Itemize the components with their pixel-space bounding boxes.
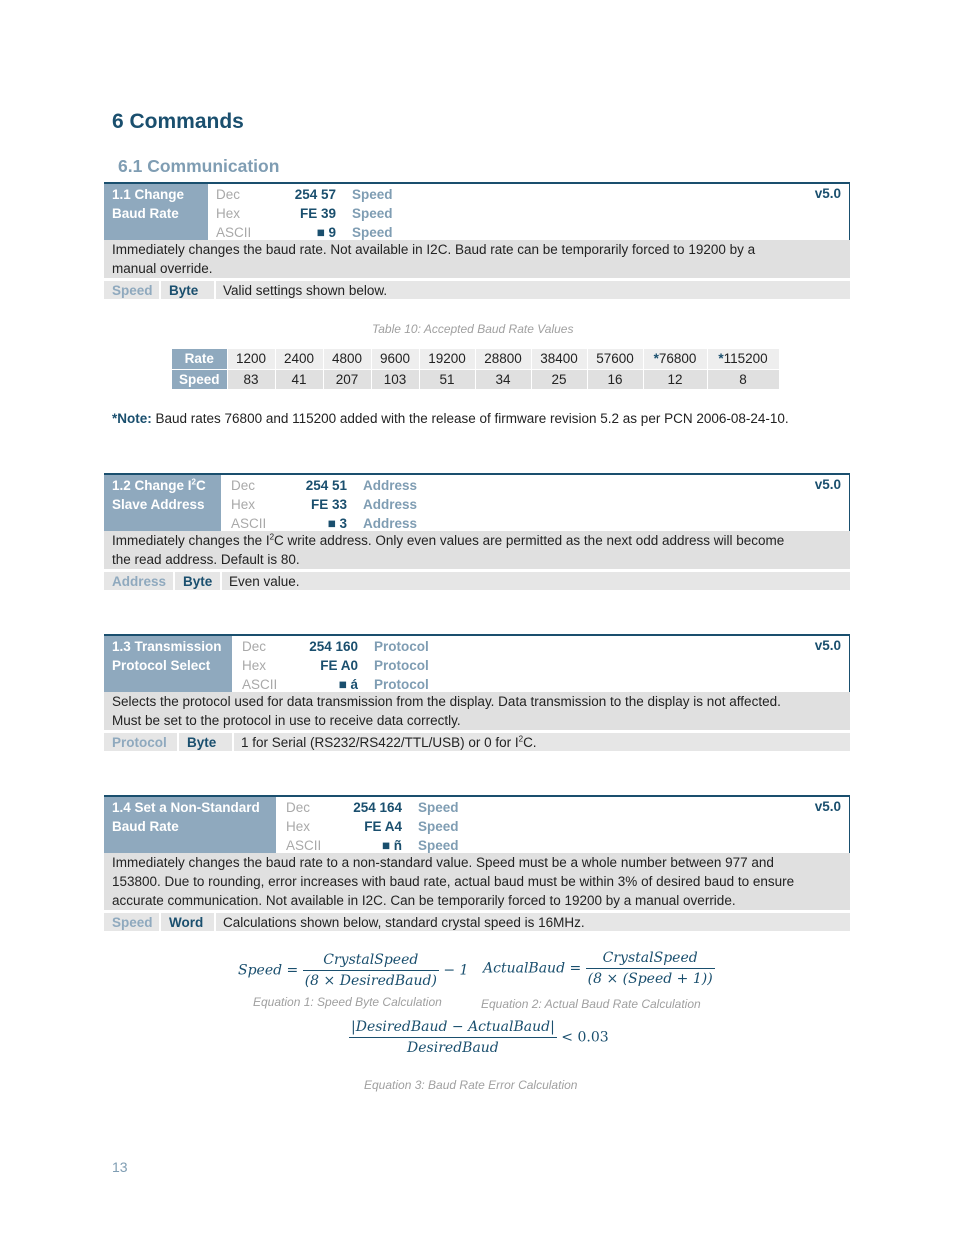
param-name: Protocol xyxy=(374,677,429,692)
hex-value: FE A4 xyxy=(364,819,402,834)
command-header xyxy=(104,473,850,531)
parameter-row xyxy=(104,280,850,299)
speed-row xyxy=(172,369,779,389)
speed-header: Speed xyxy=(172,369,227,389)
dec-label: Dec xyxy=(216,187,241,202)
parameter-name: Speed xyxy=(104,281,161,299)
param-name: Protocol xyxy=(374,639,429,654)
note-text: Baud rates 76800 and 115200 added with the release of firmware revision 5.2 as per PCN 2006-08-24-10. xyxy=(151,411,789,426)
table-cell: 16 xyxy=(587,369,643,389)
command-block-transmission-protocol xyxy=(104,634,850,751)
table-cell: *115200 xyxy=(707,349,779,369)
table-cell: 25 xyxy=(531,369,587,389)
hex-value: FE A0 xyxy=(320,658,358,673)
hex-label: Hex xyxy=(286,819,311,834)
ascii-label: ASCII xyxy=(231,516,267,531)
command-title: 1.2 Change $I^2C$ Slave Address xyxy=(104,475,221,531)
parameter-type: Byte xyxy=(175,572,222,590)
command-header xyxy=(104,634,850,692)
parameter-row xyxy=(104,571,850,590)
table-cell: 103 xyxy=(371,369,419,389)
hex-label: Hex xyxy=(242,658,267,673)
command-title: 1.4 Set a Non-Standard Baud Rate xyxy=(104,797,276,853)
table-cell: *76800 xyxy=(643,349,707,369)
table-cell: 9600 xyxy=(371,349,419,369)
param-name: Speed xyxy=(418,819,459,834)
command-block-change-i2c-address xyxy=(104,473,850,590)
ascii-value: ■ ñ xyxy=(381,838,402,853)
version-label: v5.0 xyxy=(814,477,841,492)
ascii-label: ASCII xyxy=(286,838,322,853)
equation-1-caption: Equation 1: Speed Byte Calculation xyxy=(253,995,442,1009)
dec-value: 254 160 xyxy=(309,639,358,654)
dec-value: 254 51 xyxy=(305,478,347,493)
parameter-name: Address xyxy=(104,572,175,590)
command-description: Immediately changes the baud rate to a non-standard value. Speed must be a whole number between 977 and 153800. Due to rounding, error increases with baud rate, actual baud must be within 3% of desired baud to ensure accurate communication. Not available in I2C. Can be temporarily forced to 19200 by a manual override. xyxy=(104,853,850,910)
table-cell: 34 xyxy=(475,369,531,389)
equation-speed-byte: Speed = $\frac{\text{CrystalSpeed}}{\text{(8 × DesiredBaud)}}$ − 1 xyxy=(238,952,469,989)
param-name: Speed xyxy=(418,800,459,815)
equation-baud-error: $\frac{\text{|DesiredBaud − ActualBaud|}}{\text{DesiredBaud}}$ < 0.03 xyxy=(351,1019,609,1056)
parameter-type: Word xyxy=(161,913,216,931)
param-name: Speed xyxy=(352,206,393,221)
hex-value: FE 39 xyxy=(299,206,336,221)
version-label: v5.0 xyxy=(814,638,841,653)
subsection-heading: 6.1 Communication xyxy=(118,156,280,176)
ascii-value: ■ á xyxy=(338,677,358,692)
command-description: Immediately changes the baud rate. Not available in I2C. Baud rate can be temporarily forced to 19200 by a manual override. xyxy=(104,240,850,278)
parameter-type: Byte xyxy=(179,733,234,751)
baud-rate-table xyxy=(172,349,780,389)
table-cell: 41 xyxy=(275,369,323,389)
parameter-description: 1 for Serial (RS232/RS422/TTL/USB) or 0 for $I^2C$. xyxy=(241,734,537,750)
table-caption: Table 10: Accepted Baud Rate Values xyxy=(372,322,574,336)
command-description: Immediately changes the $I^2C$ write address. Only even values are permitted as the next odd address will become the read address. Default is 80. xyxy=(104,531,850,569)
parameter-description: Valid settings shown below. xyxy=(223,283,388,298)
version-label: v5.0 xyxy=(814,799,841,814)
parameter-row xyxy=(104,912,850,931)
dec-label: Dec xyxy=(231,478,256,493)
rate-header: Rate xyxy=(172,349,227,369)
asterisk: * xyxy=(718,351,724,367)
table-cell: 2400 xyxy=(275,349,323,369)
command-block-change-baud-rate xyxy=(104,182,850,299)
parameter-name: Protocol xyxy=(104,733,179,751)
rate-row xyxy=(172,349,779,369)
dec-value: 254 164 xyxy=(353,800,402,815)
param-name: Address xyxy=(363,478,418,493)
table-cell: 207 xyxy=(323,369,371,389)
equation-actual-baud: ActualBaud = $\frac{\text{CrystalSpeed}}{\text{(8 × (Speed + 1))}}$ xyxy=(483,950,713,987)
table-cell: 57600 xyxy=(587,349,643,369)
param-name: Speed xyxy=(418,838,459,853)
ascii-value: ■ 9 xyxy=(316,225,336,240)
table-cell: 4800 xyxy=(323,349,371,369)
command-header xyxy=(104,182,850,240)
command-header xyxy=(104,795,850,853)
param-name: Speed xyxy=(352,187,393,202)
asterisk: * xyxy=(653,351,659,367)
ascii-label: ASCII xyxy=(216,225,252,240)
parameter-name: Speed xyxy=(104,913,161,931)
param-name: Protocol xyxy=(374,658,429,673)
page-number: 13 xyxy=(112,1159,128,1175)
hex-value: FE 33 xyxy=(310,497,347,512)
table-cell: 12 xyxy=(643,369,707,389)
dec-value: 254 57 xyxy=(294,187,336,202)
table-cell: 28800 xyxy=(475,349,531,369)
table-cell: 38400 xyxy=(531,349,587,369)
section-heading: 6 Commands xyxy=(112,110,244,133)
parameter-row xyxy=(104,732,850,751)
table-cell: 1200 xyxy=(227,349,275,369)
command-title: 1.1 Change Baud Rate xyxy=(104,184,208,240)
table-cell: 83 xyxy=(227,369,275,389)
table-cell: 19200 xyxy=(419,349,475,369)
table-cell: 8 xyxy=(707,369,779,389)
command-block-non-standard-baud xyxy=(104,795,850,931)
ascii-label: ASCII xyxy=(242,677,278,692)
parameter-type: Byte xyxy=(161,281,216,299)
parameter-description: Calculations shown below, standard crystal speed is 16MHz. xyxy=(223,915,585,930)
note xyxy=(112,411,789,426)
version-label: v5.0 xyxy=(814,186,841,201)
table-cell: 51 xyxy=(419,369,475,389)
command-description: Selects the protocol used for data transmission from the display. Data transmission to the display is not affected. Must be set to the protocol in use to receive data correctly. xyxy=(104,692,850,730)
param-name: Speed xyxy=(352,225,393,240)
hex-label: Hex xyxy=(216,206,241,221)
command-title: 1.3 Transmission Protocol Select xyxy=(104,636,232,692)
ascii-value: ■ 3 xyxy=(327,516,347,531)
note-label: *Note: xyxy=(112,411,152,426)
param-name: Address xyxy=(363,497,418,512)
equation-3-caption: Equation 3: Baud Rate Error Calculation xyxy=(364,1078,578,1092)
equation-2-caption: Equation 2: Actual Baud Rate Calculation xyxy=(481,997,701,1011)
parameter-description: Even value. xyxy=(229,574,300,589)
param-name: Address xyxy=(363,516,418,531)
dec-label: Dec xyxy=(286,800,311,815)
dec-label: Dec xyxy=(242,639,267,654)
hex-label: Hex xyxy=(231,497,256,512)
